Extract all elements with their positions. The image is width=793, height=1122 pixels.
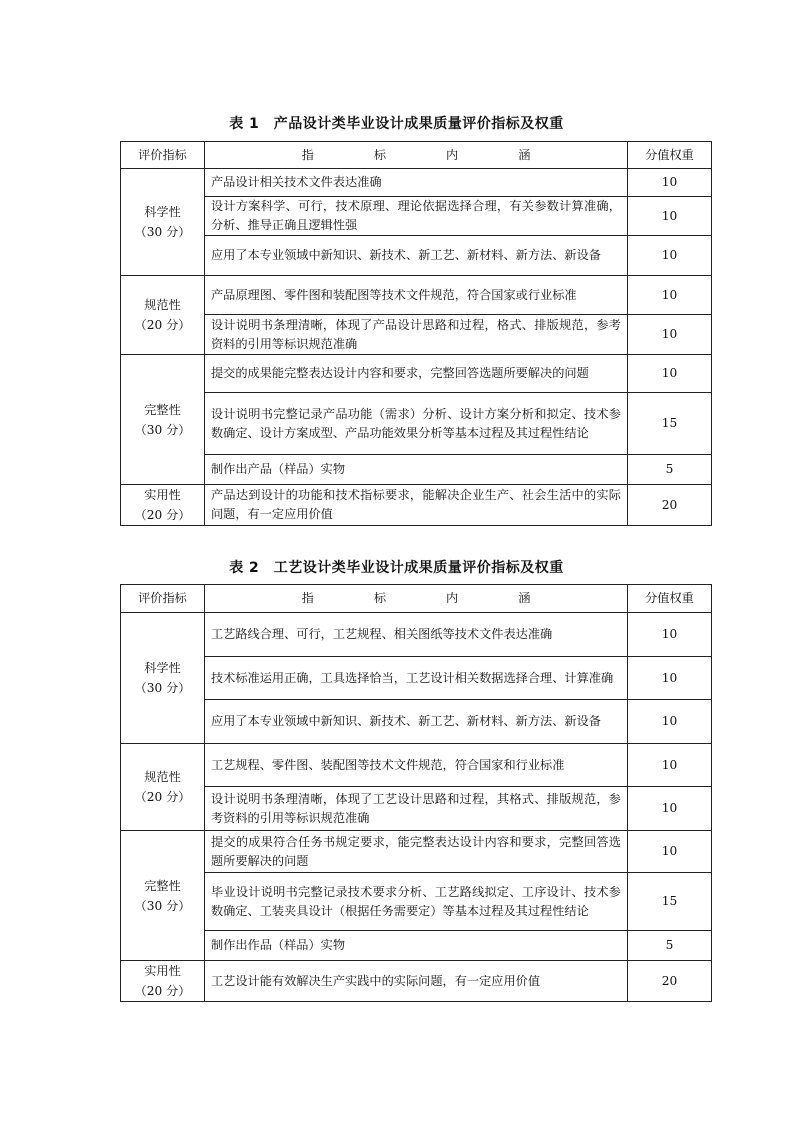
- table-row: [121, 744, 712, 787]
- header-content-char: 涵: [518, 147, 531, 162]
- score-cell: 10: [628, 744, 712, 787]
- table-row: [121, 197, 712, 236]
- table2: [120, 584, 712, 1002]
- content-cell: 制作出作品（样品）实物: [205, 931, 628, 961]
- score-cell: 20: [628, 961, 712, 1002]
- indicator-points: （30 分）: [134, 422, 191, 437]
- table-row: [121, 393, 712, 455]
- indicator-name: 科学性: [144, 661, 181, 675]
- table1-caption: 表 1 产品设计类毕业设计成果质量评价指标及权重: [229, 116, 564, 132]
- header-weight: 分值权重: [628, 585, 712, 613]
- header-weight: 分值权重: [628, 142, 712, 169]
- content-cell: 提交的成果能完整表达设计内容和要求，完整回答选题所要解决的问题: [205, 355, 628, 393]
- table-row: [121, 961, 712, 1002]
- content-cell: 设计说明书条理清晰，体现了工艺设计思路和过程，其格式、排版规范，参考资料的引用等标识规范准确: [205, 787, 628, 831]
- table-row: [121, 613, 712, 657]
- content-cell: 设计说明书完整记录产品功能（需求）分析、设计方案分析和拟定、技术参数确定、设计方案成型、产品功能效果分析等基本过程及其过程性结论: [205, 393, 628, 455]
- content-cell: 应用了本专业领域中新知识、新技术、新工艺、新材料、新方法、新设备: [205, 236, 628, 276]
- content-cell: 工艺设计能有效解决生产实践中的实际问题，有一定应用价值: [205, 961, 628, 1002]
- content-cell: 产品设计相关技术文件表达准确: [205, 169, 628, 197]
- table-row: [121, 355, 712, 393]
- table-row: [121, 787, 712, 831]
- content-cell: 产品达到设计的功能和技术指标要求，能解决企业生产、社会生活中的实际问题，有一定应用价值: [205, 485, 628, 526]
- table-row: [121, 276, 712, 315]
- indicator-cell: [121, 169, 205, 276]
- indicator-name: 实用性: [144, 964, 181, 978]
- indicator-cell: [121, 485, 205, 526]
- header-content-char: 内: [446, 147, 459, 162]
- indicator-points: （20 分）: [134, 790, 191, 804]
- header-content: [205, 585, 628, 613]
- indicator-points: （20 分）: [134, 984, 191, 998]
- table-row: [121, 700, 712, 744]
- score-cell: 10: [628, 315, 712, 355]
- header-indicator: 评价指标: [121, 142, 205, 169]
- score-cell: 10: [628, 276, 712, 315]
- indicator-points: （30 分）: [134, 681, 191, 695]
- indicator-name: 科学性: [144, 205, 181, 219]
- indicator-name: 完整性: [144, 402, 181, 417]
- header-content-char: 标: [373, 591, 386, 605]
- score-cell: 10: [628, 657, 712, 700]
- table-row: [121, 315, 712, 355]
- score-cell: 15: [628, 873, 712, 931]
- indicator-cell: [121, 276, 205, 355]
- table-row: [121, 931, 712, 961]
- table-row: [121, 236, 712, 276]
- table-row: [121, 831, 712, 873]
- indicator-points: （30 分）: [134, 898, 191, 913]
- table2-caption: 表 2 工艺设计类毕业设计成果质量评价指标及权重: [229, 560, 564, 576]
- score-cell: 20: [628, 485, 712, 526]
- indicator-cell: [121, 744, 205, 831]
- content-cell: 设计说明书条理清晰，体现了产品设计思路和过程，格式、排版规范，参考资料的引用等标识规范准确: [205, 315, 628, 355]
- content-cell: 提交的成果符合任务书规定要求，能完整表达设计内容和要求，完整回答选题所要解决的问题: [205, 831, 628, 873]
- indicator-points: （20 分）: [134, 508, 191, 522]
- score-cell: 15: [628, 393, 712, 455]
- content-cell: 产品原理图、零件图和装配图等技术文件规范，符合国家或行业标准: [205, 276, 628, 315]
- content-cell: 应用了本专业领域中新知识、新技术、新工艺、新材料、新方法、新设备: [205, 700, 628, 744]
- header-indicator: 评价指标: [121, 585, 205, 613]
- indicator-name: 规范性: [144, 770, 181, 784]
- content-cell: 制作出产品（样品）实物: [205, 455, 628, 485]
- score-cell: 5: [628, 455, 712, 485]
- score-cell: 10: [628, 831, 712, 873]
- indicator-cell: [121, 355, 205, 485]
- score-cell: 10: [628, 236, 712, 276]
- table-row: [121, 169, 712, 197]
- indicator-name: 规范性: [144, 298, 181, 312]
- header-content-char: 标: [373, 147, 386, 162]
- indicator-name: 实用性: [144, 488, 181, 502]
- indicator-cell: [121, 613, 205, 744]
- score-cell: 5: [628, 931, 712, 961]
- header-content: [205, 142, 628, 169]
- header-content-char: 涵: [518, 591, 531, 605]
- indicator-points: （30 分）: [134, 225, 191, 239]
- score-cell: 10: [628, 355, 712, 393]
- content-cell: 技术标准运用正确，工具选择恰当，工艺设计相关数据选择合理、计算准确: [205, 657, 628, 700]
- header-content-char: 内: [446, 591, 459, 605]
- table-row: [121, 657, 712, 700]
- content-cell: 设计方案科学、可行，技术原理、理论依据选择合理，有关参数计算准确，分析、推导正确且逻辑性强: [205, 197, 628, 236]
- content-cell: 毕业设计说明书完整记录技术要求分析、工艺路线拟定、工序设计、技术参数确定、工装夹具设计（根据任务需要定）等基本过程及其过程性结论: [205, 873, 628, 931]
- header-content-char: 指: [301, 591, 314, 605]
- score-cell: 10: [628, 787, 712, 831]
- content-cell: 工艺路线合理、可行，工艺规程、相关图纸等技术文件表达准确: [205, 613, 628, 657]
- score-cell: 10: [628, 700, 712, 744]
- indicator-cell: [121, 831, 205, 961]
- table2-header-row: [121, 585, 712, 613]
- table-row: [121, 485, 712, 526]
- score-cell: 10: [628, 169, 712, 197]
- score-cell: 10: [628, 613, 712, 657]
- indicator-cell: [121, 961, 205, 1002]
- table1: [120, 141, 712, 526]
- table-row: [121, 455, 712, 485]
- table-row: [121, 873, 712, 931]
- score-cell: 10: [628, 197, 712, 236]
- content-cell: 工艺规程、零件图、装配图等技术文件规范，符合国家和行业标准: [205, 744, 628, 787]
- table1-header-row: [121, 142, 712, 169]
- indicator-name: 完整性: [144, 878, 181, 893]
- indicator-points: （20 分）: [134, 318, 191, 332]
- header-content-char: 指: [301, 147, 314, 162]
